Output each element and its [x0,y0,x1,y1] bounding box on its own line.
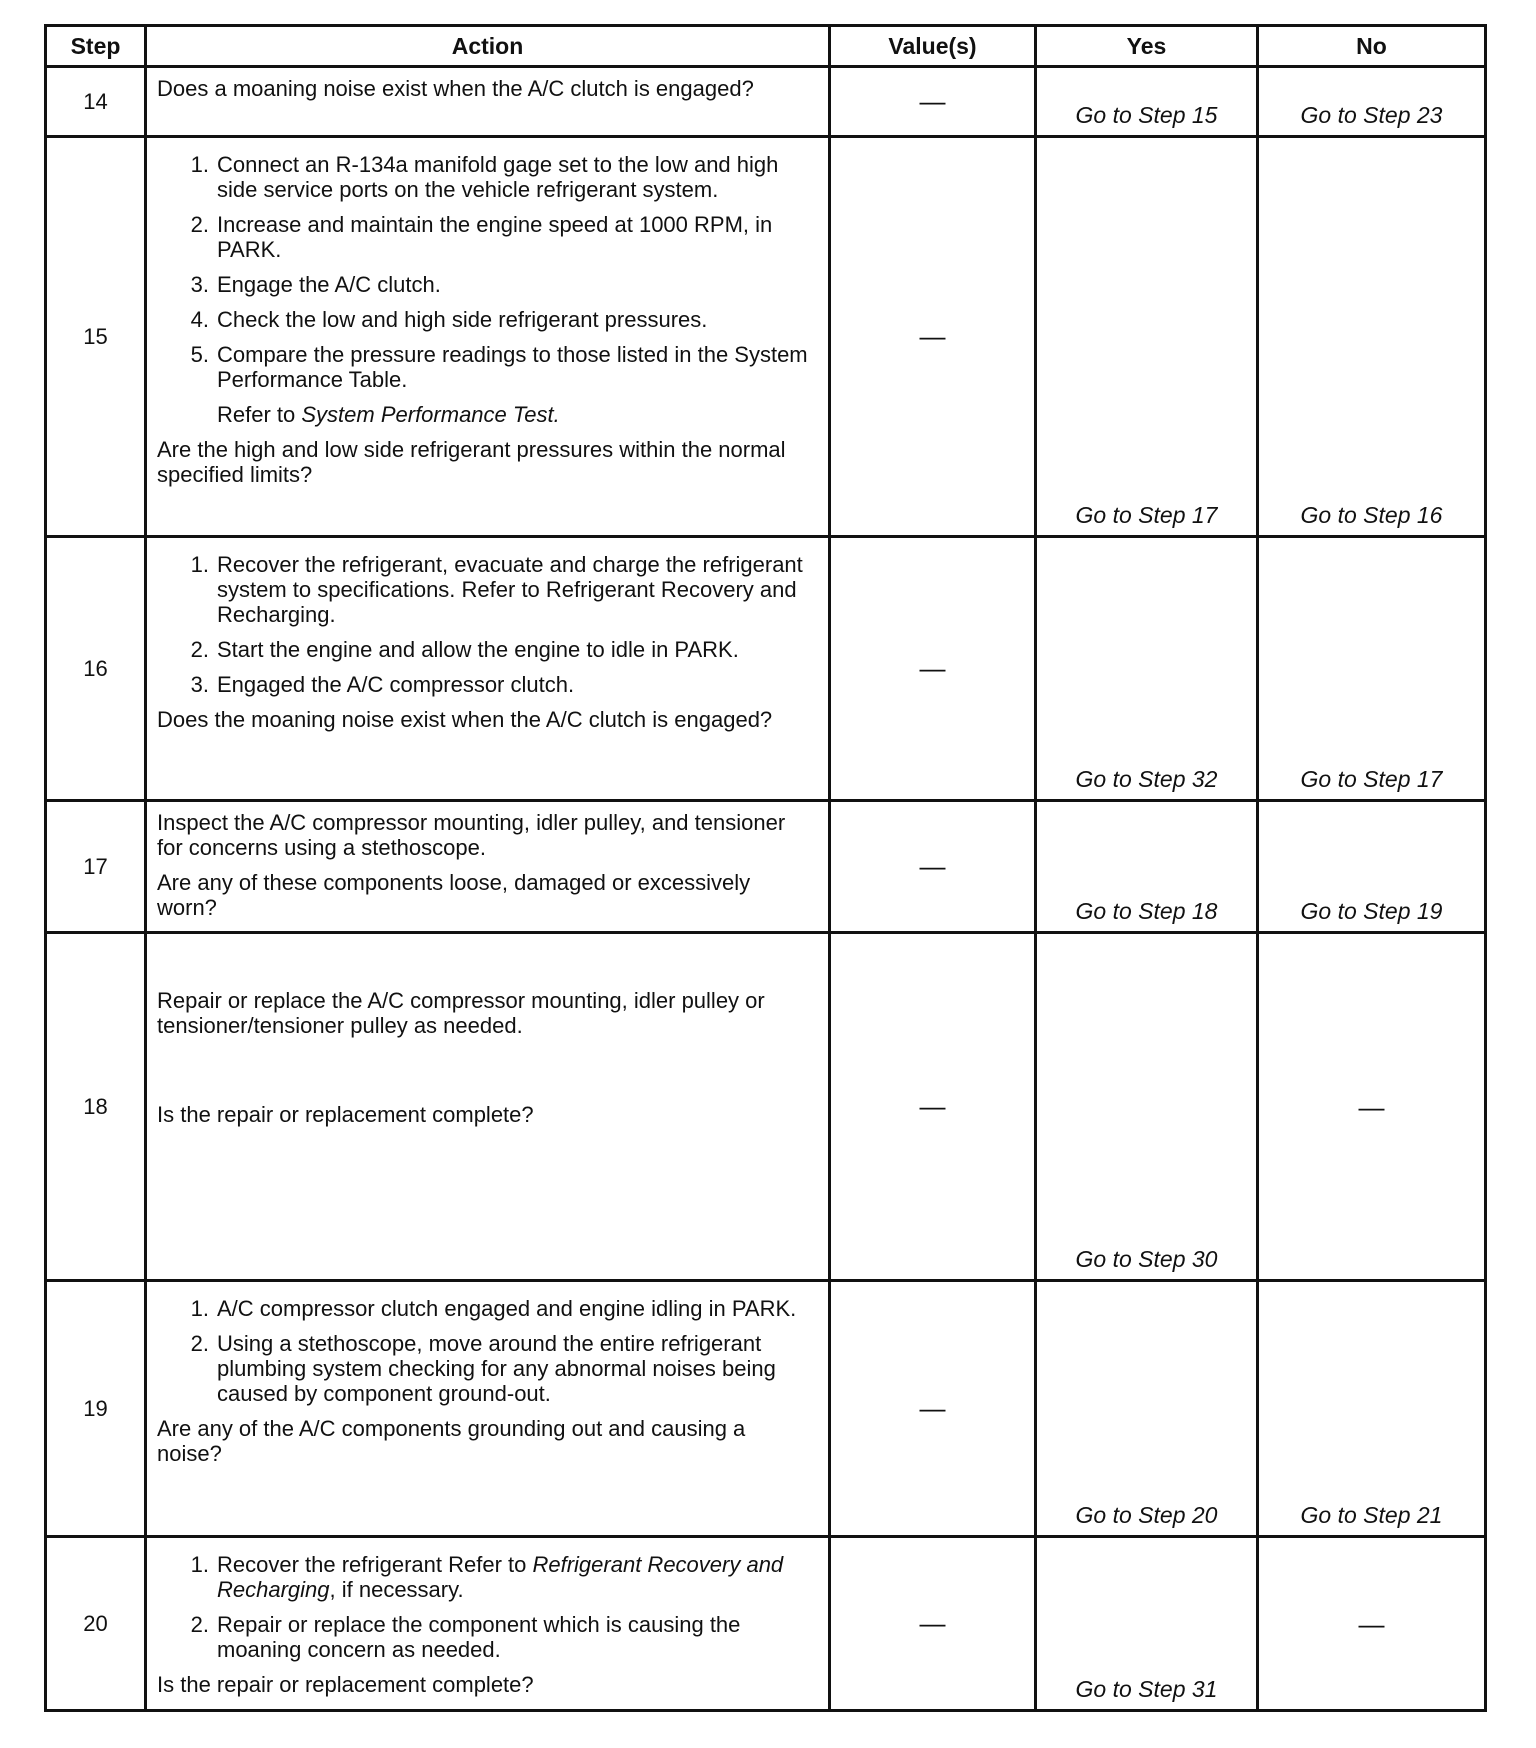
table-row [46,537,1486,801]
step-number: 18 [46,933,146,1281]
action-cell [146,1537,830,1711]
action-cell [146,537,830,801]
question-text: Are the high and low side refrigerant pressures within the normal specified limits? [157,437,786,487]
yes-link[interactable]: Go to Step 31 [1036,1537,1258,1711]
diagnostic-table [44,24,1487,1712]
list-item: 4. Check the low and high side refrigerant pressures. [190,307,708,332]
header-yes: Yes [1036,26,1258,67]
reference-note: Refer to System Performance Test. [217,402,560,427]
yes-link[interactable]: Go to Step 17 [1036,137,1258,537]
no-link[interactable]: Go to Step 16 [1258,137,1486,537]
table-row [46,801,1486,933]
reference-link[interactable]: System Performance Test. [301,402,560,427]
list-item: 1. Recover the refrigerant Refer to Refrigerant Recovery and Recharging, if necessary. [190,1552,784,1602]
no-cell: — [1258,933,1486,1281]
no-link[interactable]: Go to Step 21 [1258,1281,1486,1537]
yes-link[interactable]: Go to Step 32 [1036,537,1258,801]
value-cell: — [830,537,1036,801]
table-row [46,137,1486,537]
question-text: Are any of the A/C components grounding out and causing a noise? [157,1416,746,1466]
action-cell [146,1281,830,1537]
no-link[interactable]: Go to Step 17 [1258,537,1486,801]
table-row [46,67,1486,137]
action-list [157,1296,816,1406]
question-text: Does a moaning noise exist when the A/C clutch is engaged? [157,76,754,101]
step-number: 20 [46,1537,146,1711]
action-list [157,1552,816,1662]
header-step: Step [46,26,146,67]
statement-text: Inspect the A/C compressor mounting, idler pulley, and tensioner for concerns using a stethoscope. [157,810,786,860]
step-number: 19 [46,1281,146,1537]
list-item: 3. Engage the A/C clutch. [190,272,441,297]
list-item: 3. Engaged the A/C compressor clutch. [190,672,575,697]
value-cell: — [830,1281,1036,1537]
action-list [157,152,816,392]
step-number: 16 [46,537,146,801]
action-cell [146,801,830,933]
reference-link[interactable]: Refrigerant Recovery and Recharging [217,1552,784,1602]
no-link[interactable]: Go to Step 23 [1258,67,1486,137]
value-cell: — [830,67,1036,137]
action-cell [146,67,830,137]
list-item: 2. Start the engine and allow the engine to idle in PARK. [190,637,739,662]
question-text: Is the repair or replacement complete? [157,1102,534,1127]
yes-link[interactable]: Go to Step 30 [1036,933,1258,1281]
value-cell: — [830,137,1036,537]
header-values: Value(s) [830,26,1036,67]
step-number: 14 [46,67,146,137]
table-row [46,1537,1486,1711]
value-cell: — [830,801,1036,933]
value-cell: — [830,933,1036,1281]
list-item: 2. Repair or replace the component which is causing the moaning concern as needed. [190,1612,741,1662]
list-item: 2. Using a stethoscope, move around the entire refrigerant plumbing system checking for any abnormal noises being caused by component ground-out. [190,1331,776,1406]
step-number: 17 [46,801,146,933]
header-no: No [1258,26,1486,67]
list-item: 2. Increase and maintain the engine speed at 1000 RPM, in PARK. [190,212,773,262]
value-cell: — [830,1537,1036,1711]
yes-link[interactable]: Go to Step 20 [1036,1281,1258,1537]
table-row [46,1281,1486,1537]
step-number: 15 [46,137,146,537]
yes-link[interactable]: Go to Step 15 [1036,67,1258,137]
action-cell [146,137,830,537]
question-text: Is the repair or replacement complete? [157,1672,534,1697]
question-text: Does the moaning noise exist when the A/C clutch is engaged? [157,707,773,732]
list-item: 5. Compare the pressure readings to those listed in the System Performance Table. [190,342,808,392]
list-item: 1. A/C compressor clutch engaged and engine idling in PARK. [190,1296,797,1321]
list-item: 1. Recover the refrigerant, evacuate and charge the refrigerant system to specifications. Refer to Refrigerant Recovery and Recharging. [190,552,803,627]
action-list [157,552,816,697]
no-link[interactable]: Go to Step 19 [1258,801,1486,933]
action-cell [146,933,830,1281]
list-item: 1. Connect an R-134a manifold gage set to the low and high side service ports on the vehicle refrigerant system. [190,152,779,202]
table-header-row [46,26,1486,67]
table-row [46,933,1486,1281]
statement-text: Repair or replace the A/C compressor mounting, idler pulley or tensioner/tensioner pulley as needed. [157,988,765,1038]
header-action: Action [146,26,830,67]
yes-link[interactable]: Go to Step 18 [1036,801,1258,933]
question-text: Are any of these components loose, damaged or excessively worn? [157,870,751,920]
no-cell: — [1258,1537,1486,1711]
